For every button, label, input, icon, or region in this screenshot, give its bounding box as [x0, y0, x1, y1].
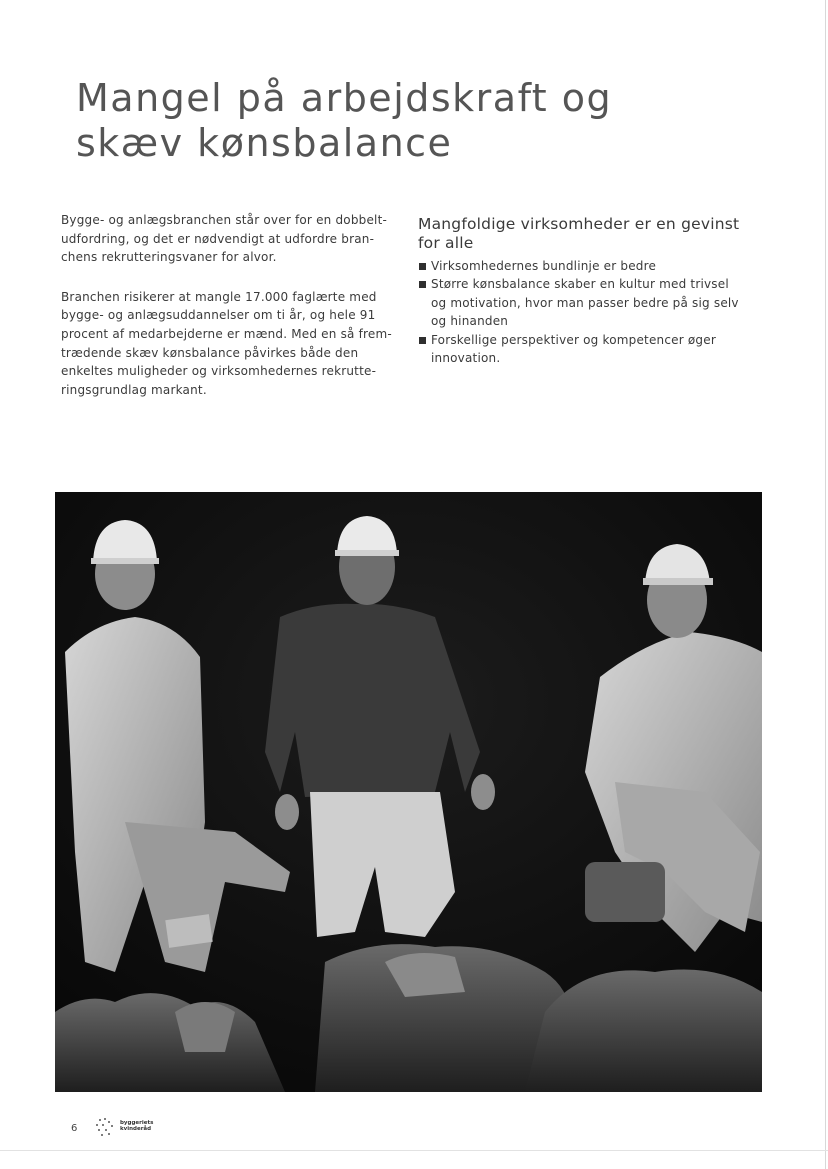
page-bottom-rule: [0, 1150, 828, 1151]
list-item: [418, 275, 748, 330]
body-paragraph: Bygge- og anlægsbranchen står over for en dobbelt-udfordring, og det er nødvendigt at udfordre bran-chens rekrutteringsvaner for alvor.: [61, 213, 388, 265]
bullet-square-icon: [419, 281, 426, 288]
logo-text-line: kvinderåd: [120, 1125, 152, 1132]
benefits-box: [418, 215, 748, 367]
body-paragraph: Branchen risikerer at mangle 17.000 faglærte med bygge- og anlægsuddannelser om ti år, og hele 91 procent af medarbejderne er mænd. Med en så frem-trædende skæv kønsbalance påvirkes både den enkeltes muligheder og virksomhedernes rekrutte-ringsgrundlag markant.: [61, 289, 392, 397]
logo-dots-icon: [94, 1116, 118, 1140]
page-title: Mangel på arbejdskraft og skæv kønsbalance: [76, 76, 613, 165]
bullet-square-icon: [419, 263, 426, 270]
list-item-text: Forskellige perspektiver og kompetencer øger innovation.: [431, 332, 716, 366]
list-item-text: Virksomhedernes bundlinje er bedre: [431, 259, 657, 273]
logo-text: [120, 1121, 153, 1132]
list-item: [418, 331, 748, 368]
page-number: 6: [71, 1123, 78, 1134]
list-item-text: Større kønsbalance skaber en kultur med trivsel og motivation, hvor man passer bedre på sig selv og hinanden: [431, 277, 739, 329]
benefits-list: [418, 257, 748, 367]
benefits-title: Mangfoldige virksomheder er en gevinst for alle: [418, 215, 740, 252]
byggeriets-kvinderaad-logo: [94, 1116, 174, 1140]
page-edge: [825, 0, 826, 1169]
logo-text-line: byggeriets: [120, 1120, 154, 1126]
workers-photo: [55, 492, 762, 1092]
list-item: [418, 257, 748, 275]
workers-photo-illustration: [55, 492, 762, 1092]
body-text: [61, 211, 401, 420]
bullet-square-icon: [419, 337, 426, 344]
